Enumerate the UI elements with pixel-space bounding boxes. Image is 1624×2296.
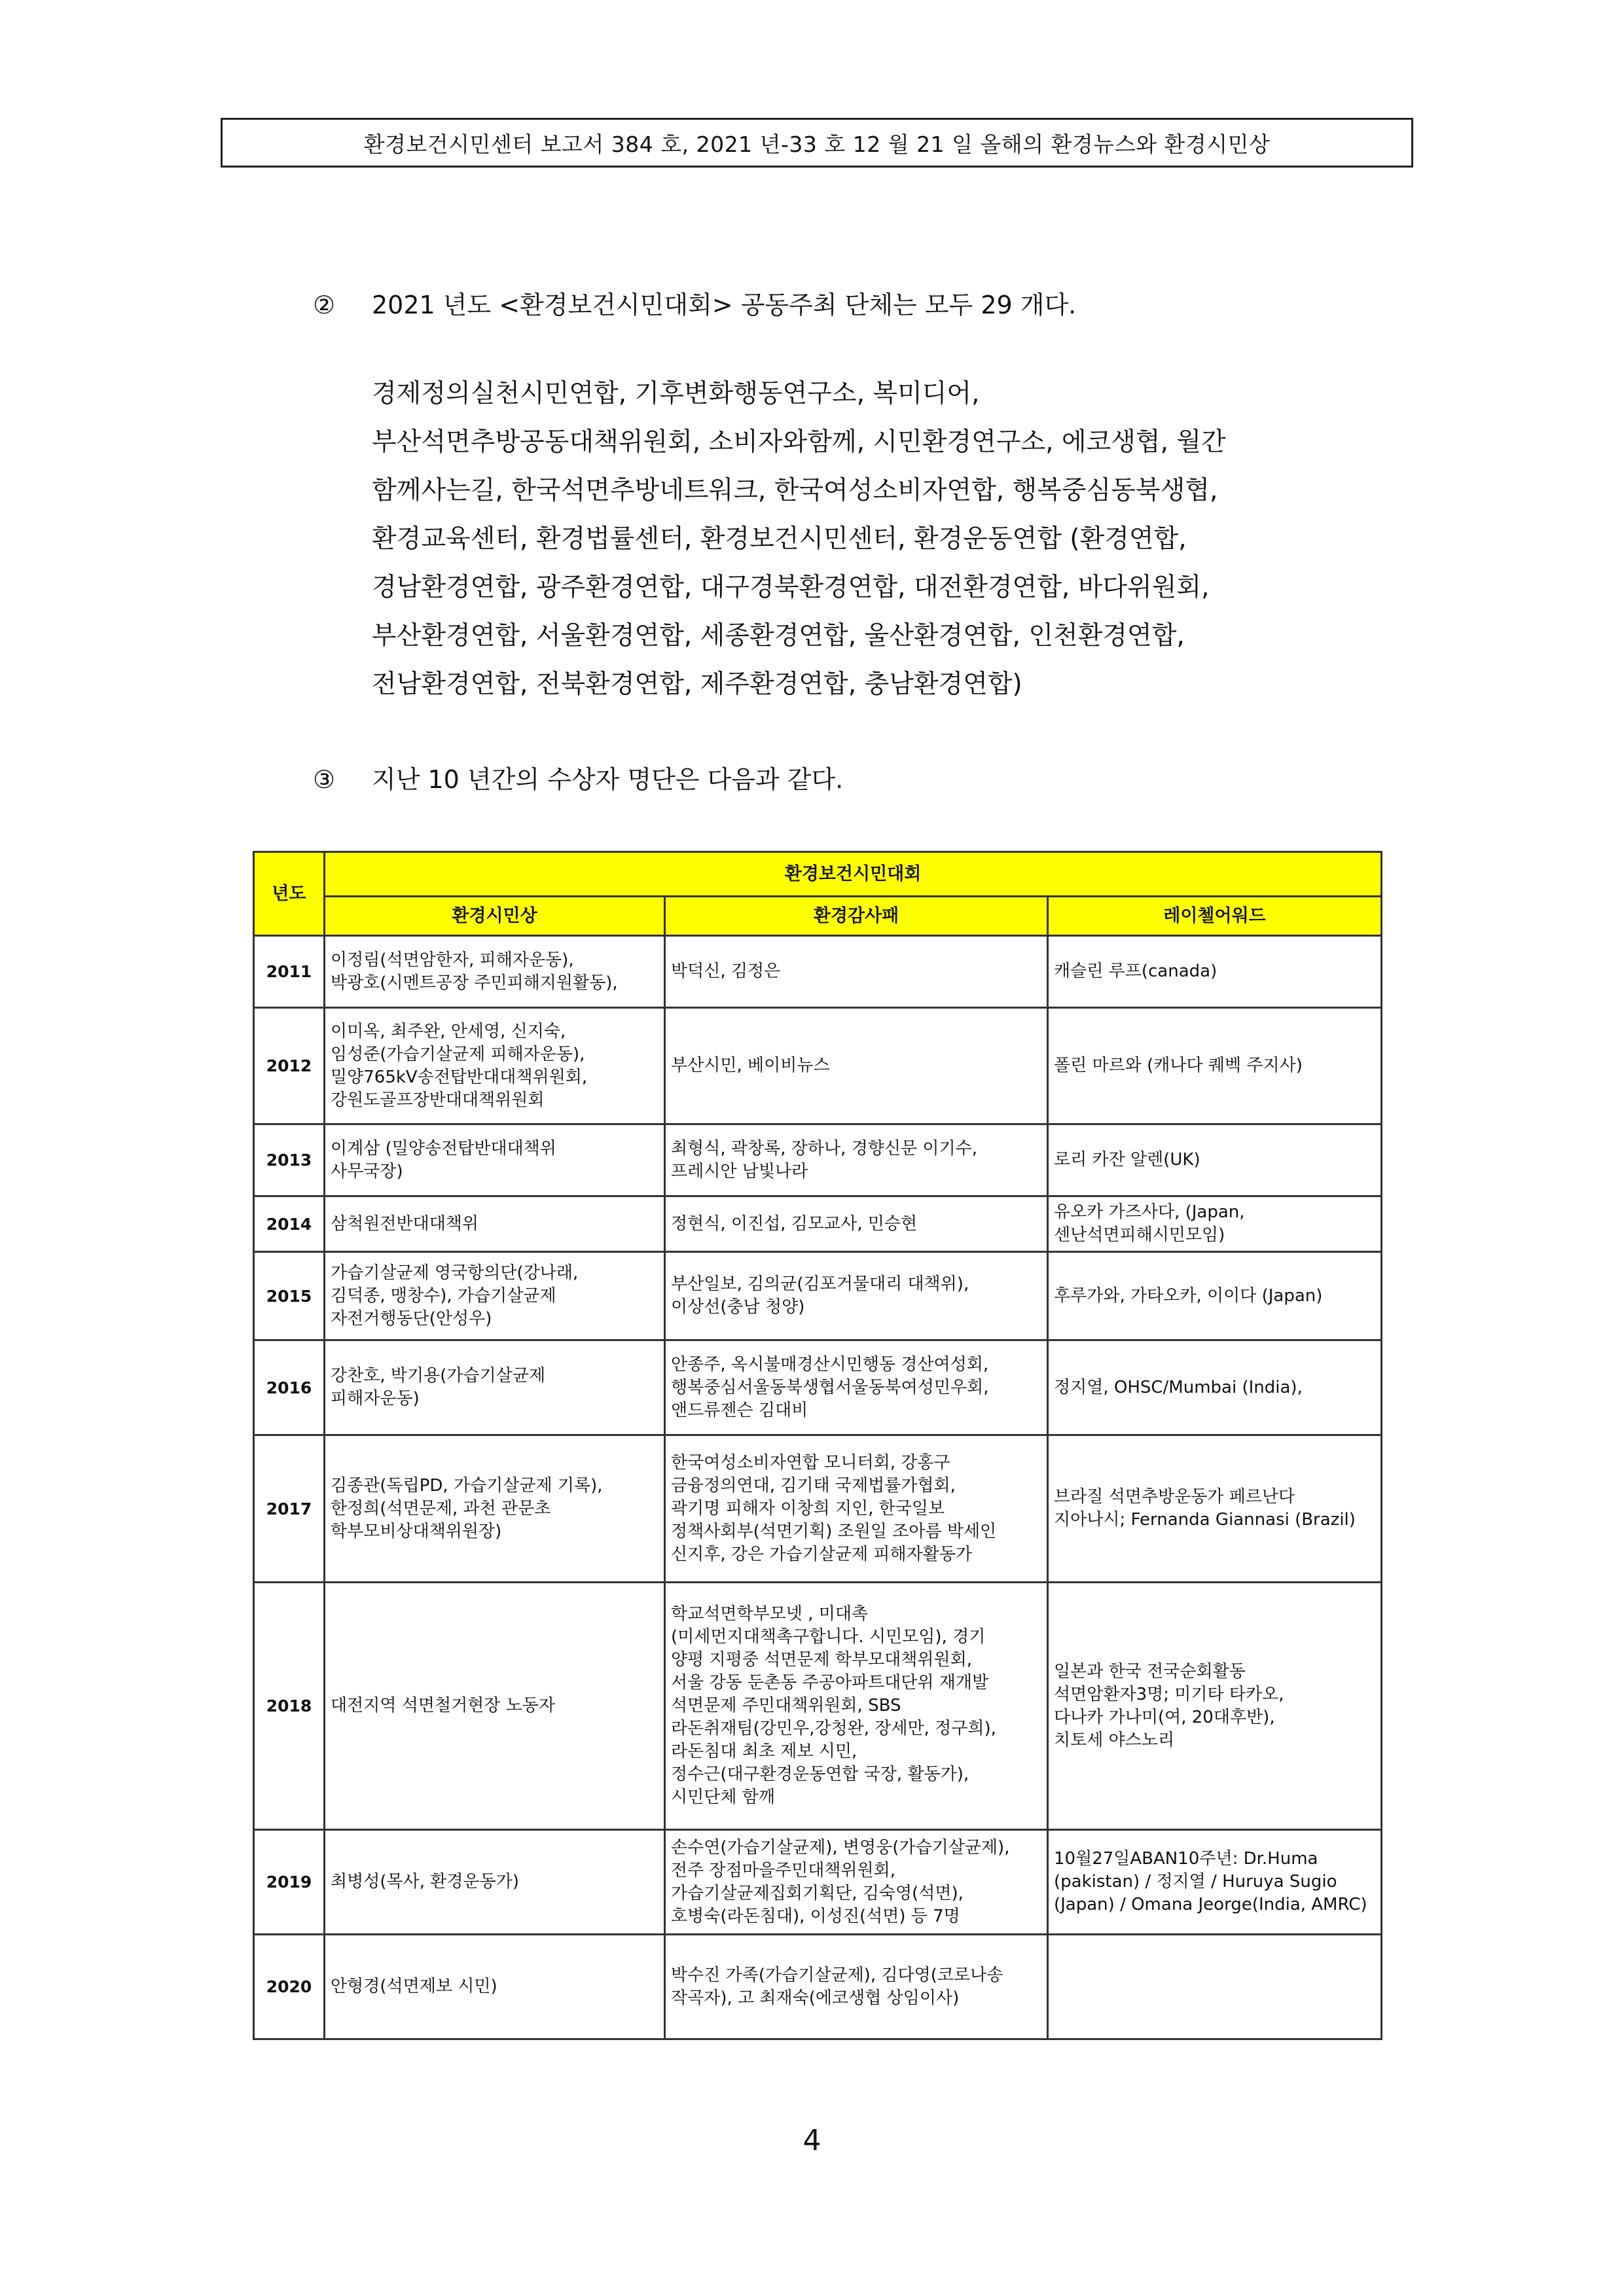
year-cell: 2016: [254, 1340, 325, 1435]
year-cell: 2012: [254, 1008, 325, 1124]
rachel-award-cell: [1048, 936, 1382, 1008]
citizen-award-cell: [325, 1830, 665, 1935]
rachel-award-cell: [1048, 1340, 1382, 1435]
cell-text-line: 부산일보, 김의균(김포거물대리 대책위),: [671, 1274, 969, 1294]
table-row: [254, 1435, 1382, 1583]
section-3-text: 지난 10 년간의 수상자 명단은 다음과 같다.: [372, 765, 844, 794]
cell-text-line: 밀양765kV송전탑반대대책위원회,: [331, 1067, 588, 1087]
cell-text-line: 가습기살균제집회기획단, 김숙영(석면),: [671, 1883, 964, 1903]
cell-text-line: 학교석면학부모넷 , 미대촉: [671, 1604, 869, 1624]
cell-text-line: 다나카 가나미(여, 20대후반),: [1054, 1707, 1275, 1727]
paragraph-line: 전남환경연합, 전북환경연합, 제주환경연합, 충남환경연합): [372, 670, 1022, 699]
rachel-award-cell: [1048, 1252, 1382, 1340]
cell-text-line: 최형식, 곽창록, 장하나, 경향신문 이기수,: [671, 1138, 977, 1158]
cell-text-line: 학부모비상대책위원장): [331, 1521, 502, 1541]
cell-text-line: 앤드류젠슨 김대비: [671, 1400, 808, 1420]
cell-text-line: 곽기명 피해자 이창희 지인, 한국일보: [671, 1498, 945, 1518]
cell-text-line: 정수근(대구환경운동연합 국장, 활동가),: [671, 1765, 969, 1784]
cell-text-line: 박수진 가족(가습기살균제), 김다영(코로나송: [671, 1965, 1003, 1985]
cell-text-line: (미세먼지대책촉구합니다. 시민모임), 경기: [671, 1627, 986, 1647]
cell-text-line: 시민단체 함깨: [671, 1787, 775, 1807]
paragraph-line: 경남환경연합, 광주환경연합, 대구경북환경연합, 대전환경연합, 바다위원회,: [372, 573, 1210, 602]
cell-text-line: 강찬호, 박기용(가습기살균제: [331, 1366, 546, 1386]
appreciation-plaque-cell: [665, 1340, 1048, 1435]
citizen-award-cell: [325, 1008, 665, 1124]
report-header: [221, 118, 1413, 168]
cell-text-line: 전주 장점마을주민대책위원회,: [671, 1860, 896, 1880]
cell-text-line: 캐슬린 루프(canada): [1054, 961, 1218, 981]
cell-text-line: 부산시민, 베이비뉴스: [671, 1056, 830, 1075]
table-row: [254, 1008, 1382, 1124]
year-cell: 2014: [254, 1196, 325, 1252]
appreciation-plaque-cell: [665, 936, 1048, 1008]
cell-text-line: 석면문제 주민대책위원회, SBS: [671, 1696, 901, 1715]
appreciation-plaque-cell: [665, 1583, 1048, 1830]
citizen-award-cell: [325, 1196, 665, 1252]
table-row: [254, 1196, 1382, 1252]
citizen-award-cell: [325, 1124, 665, 1196]
cell-text-line: 김덕종, 맹창수), 가습기살균제: [331, 1285, 556, 1306]
paragraph-line: 부산환경연합, 서울환경연합, 세종환경연합, 울산환경연합, 인천환경연합,: [372, 621, 1185, 651]
year-cell: 2011: [254, 936, 325, 1008]
appreciation-plaque-cell: [665, 1830, 1048, 1935]
citizen-award-cell: [325, 936, 665, 1008]
cell-text-line: (Japan) / Omana Jeorge(India, AMRC): [1054, 1895, 1367, 1914]
cell-text-line: 정책사회부(석면기획) 조원일 조아름 박세인: [671, 1521, 997, 1541]
paragraph-line: 환경교육센터, 환경법률센터, 환경보건시민센터, 환경운동연합 (환경연합,: [372, 524, 1187, 554]
cell-text-line: 프레시안 남빛나라: [671, 1161, 808, 1181]
table-row: [254, 936, 1382, 1008]
section-3-heading: [313, 759, 843, 795]
rachel-award-cell: [1048, 1196, 1382, 1252]
cell-text-line: 지아나시; Fernanda Giannasi (Brazil): [1054, 1510, 1356, 1530]
cell-text-line: 이상선(충남 청양): [671, 1297, 805, 1317]
awardees-table: [253, 851, 1382, 2040]
year-cell: 2018: [254, 1583, 325, 1830]
cell-text-line: 박광호(시멘트공장 주민피해지원활동),: [331, 973, 618, 993]
cell-text-line: 치토세 야스노리: [1054, 1730, 1175, 1750]
cell-text-line: 이미옥, 최주완, 안세영, 신지숙,: [331, 1021, 566, 1041]
cell-text-line: 한정희(석면문제, 과천 관문초: [331, 1498, 551, 1518]
cell-text-line: 최병성(목사, 환경운동가): [331, 1872, 519, 1892]
cell-text-line: 석면암환자3명; 미기타 타카오,: [1054, 1684, 1284, 1704]
cell-text-line: 이정림(석면암한자, 피해자운동),: [331, 950, 574, 970]
cell-text-line: 라돈침대 최초 제보 시민,: [671, 1742, 857, 1761]
cell-text-line: 대전지역 석면철거현장 노동자: [331, 1696, 556, 1715]
cell-text-line: 일본과 한국 전국순회활동: [1054, 1661, 1246, 1681]
section-2-number: ②: [313, 291, 336, 319]
appreciation-plaque-cell: [665, 1008, 1048, 1124]
cell-text-line: 한국여성소비자연합 모니터회, 강홍구: [671, 1452, 950, 1473]
year-cell: 2015: [254, 1252, 325, 1340]
rachel-award-cell: [1048, 1124, 1382, 1196]
cell-text-line: 로리 카잔 알렌(UK): [1054, 1150, 1200, 1170]
cell-text-line: 호병숙(라돈침대), 이성진(석면) 등 7명: [671, 1906, 960, 1926]
cell-text-line: 폴린 마르와 (캐나다 퀘벡 주지사): [1054, 1056, 1303, 1075]
cell-text-line: 자전거행동단(안성우): [331, 1308, 492, 1329]
col-header-citizen-award: 환경시민상: [325, 897, 665, 936]
year-cell: 2020: [254, 1935, 325, 2039]
rachel-award-cell: [1048, 1008, 1382, 1124]
cell-text-line: 양평 지평중 석면문제 학부모대책위원회,: [671, 1650, 973, 1670]
paragraph-line: 경제정의실천시민연합, 기후변화행동연구소, 복미디어,: [372, 379, 980, 408]
table-body: [254, 936, 1382, 2039]
cell-text-line: (pakistan) / 정지열 / Huruya Sugio: [1054, 1872, 1337, 1892]
cell-text-line: 금융정의연대, 김기태 국제법률가협회,: [671, 1475, 956, 1496]
table-row: [254, 1340, 1382, 1435]
cell-text-line: 서울 강동 둔촌동 주공아파트대단위 재개발: [671, 1673, 989, 1693]
cell-text-line: 정지열, OHSC/Mumbai (India),: [1054, 1377, 1303, 1397]
paragraph-line: 함께사는길, 한국석면추방네트워크, 한국여성소비자연합, 행복중심동북생협,: [372, 476, 1218, 505]
cell-text-line: 삼척원전반대대책위: [331, 1213, 479, 1234]
cell-text-line: 김종관(독립PD, 가습기살균제 기록),: [331, 1475, 603, 1496]
cell-text-line: 신지후, 강은 가습기살균제 피해자활동가: [671, 1544, 973, 1564]
cell-text-line: 센난석면피해시민모임): [1054, 1225, 1225, 1245]
cell-text-line: 피해자운동): [331, 1389, 420, 1408]
year-header: 년도: [254, 852, 325, 936]
section-3-number: ③: [313, 765, 336, 794]
appreciation-plaque-cell: [665, 1196, 1048, 1252]
co-host-organizations-list: [372, 370, 1354, 709]
citizen-award-cell: [325, 1935, 665, 2039]
cell-text-line: 임성준(가습기살균제 피해자운동),: [331, 1044, 585, 1064]
cell-text-line: 유오카 가즈사다, (Japan,: [1054, 1202, 1245, 1222]
cell-text-line: 후루가와, 가타오카, 이이다 (Japan): [1054, 1285, 1323, 1306]
group-header: 환경보건시민대회: [325, 852, 1382, 897]
report-header-title: 환경보건시민센터 보고서 384 호, 2021 년-33 호 12 월 21 일 올해의 환경뉴스와 환경시민상: [363, 131, 1271, 157]
rachel-award-cell: [1048, 1435, 1382, 1583]
appreciation-plaque-cell: [665, 1124, 1048, 1196]
section-2-text: 2021 년도 <환경보건시민대회> 공동주최 단체는 모두 29 개다.: [372, 291, 1077, 319]
table-row: [254, 1252, 1382, 1340]
col-header-appreciation-plaque: 환경감사패: [665, 897, 1048, 936]
paragraph-line: 부산석면추방공동대책위원회, 소비자와함께, 시민환경연구소, 에코생협, 월간: [372, 427, 1226, 457]
cell-text-line: 이계삼 (밀양송전탑반대대책위: [331, 1138, 556, 1158]
rachel-award-cell: [1048, 1583, 1382, 1830]
table-row: [254, 1583, 1382, 1830]
cell-text-line: 강원도골프장반대대책위원회: [331, 1090, 545, 1110]
appreciation-plaque-cell: [665, 1435, 1048, 1583]
cell-text-line: 손수연(가습기살균제), 변영웅(가습기살균제),: [671, 1837, 1010, 1857]
citizen-award-cell: [325, 1340, 665, 1435]
cell-text-line: 정현식, 이진섭, 김모교사, 민승현: [671, 1213, 918, 1234]
cell-text-line: 라돈취재팀(강민우,강청완, 장세만, 정구희),: [671, 1719, 996, 1738]
rachel-award-cell: [1048, 1935, 1382, 2039]
year-cell: 2017: [254, 1435, 325, 1583]
table-row: [254, 1830, 1382, 1935]
cell-text-line: 가습기살균제 영국항의단(강나래,: [331, 1263, 579, 1283]
year-cell: 2013: [254, 1124, 325, 1196]
cell-text-line: 안형경(석면제보 시민): [331, 1977, 497, 1996]
appreciation-plaque-cell: [665, 1935, 1048, 2039]
citizen-award-cell: [325, 1435, 665, 1583]
section-2-heading: [313, 285, 1076, 321]
cell-text-line: 사무국장): [331, 1161, 403, 1181]
cell-text-line: 박덕신, 김정은: [671, 961, 781, 981]
cell-text-line: 안종주, 옥시불매경산시민행동 경산여성회,: [671, 1354, 989, 1374]
table-row: [254, 1935, 1382, 2039]
citizen-award-cell: [325, 1583, 665, 1830]
table-row: [254, 1124, 1382, 1196]
cell-text-line: 10월27일ABAN10주년: Dr.Huma: [1054, 1849, 1318, 1869]
col-header-rachel-award: 레이첼어워드: [1048, 897, 1382, 936]
appreciation-plaque-cell: [665, 1252, 1048, 1340]
cell-text-line: 작곡자), 고 최재숙(에코생협 상임이사): [671, 1988, 960, 2008]
citizen-award-cell: [325, 1252, 665, 1340]
cell-text-line: 행복중심서울동북생협서울동북여성민우회,: [671, 1377, 989, 1397]
year-cell: 2019: [254, 1830, 325, 1935]
rachel-award-cell: [1048, 1830, 1382, 1935]
page-number: 4: [803, 2124, 821, 2157]
cell-text-line: 브라질 석면추방운동가 페르난다: [1054, 1487, 1295, 1507]
